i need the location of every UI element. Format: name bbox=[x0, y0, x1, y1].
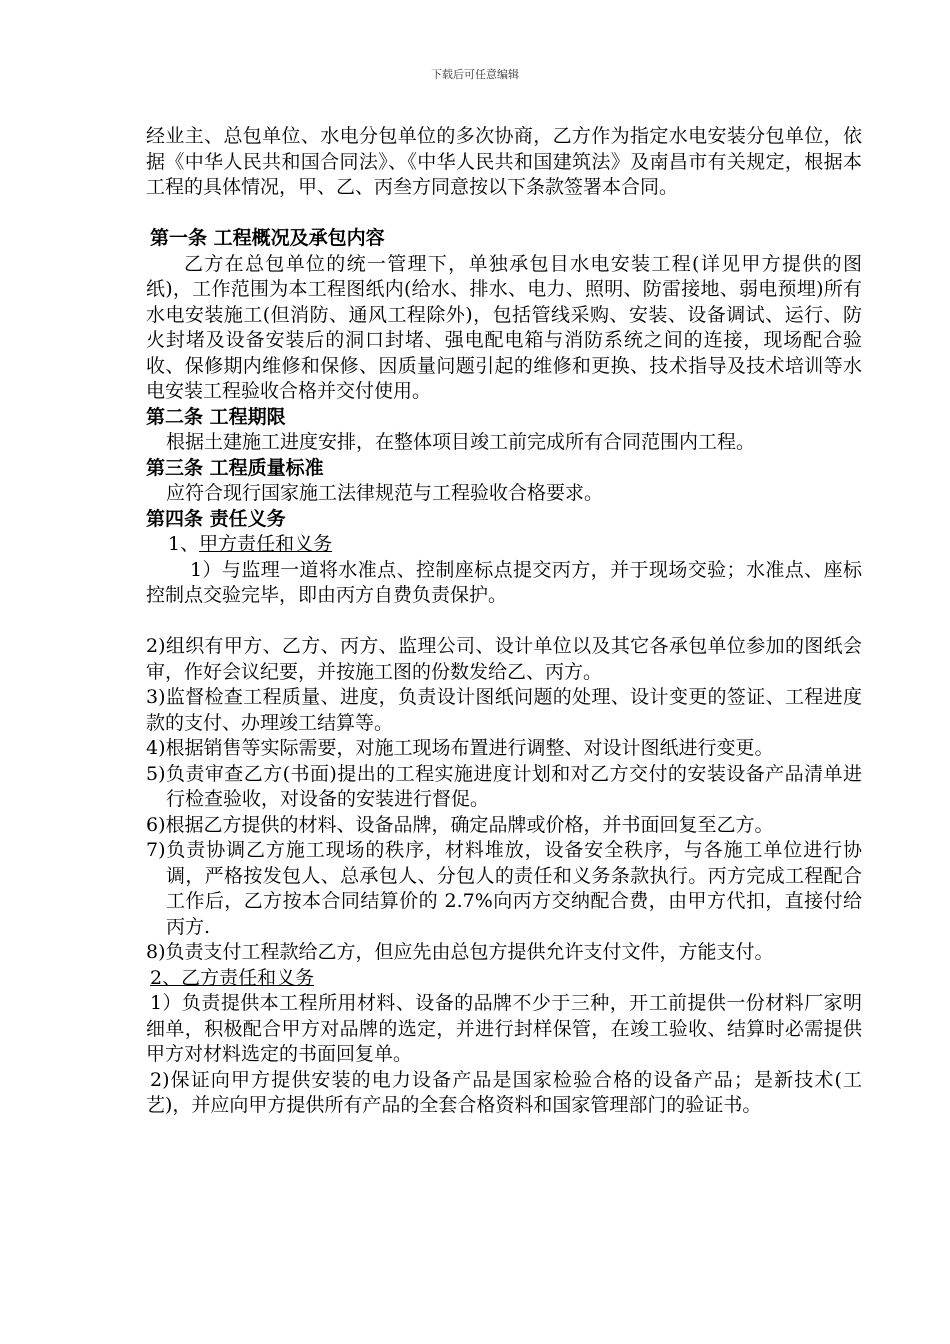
article-3-text: 应符合现行国家施工法律规范与工程验收合格要求。 bbox=[166, 482, 604, 504]
article-1-text: 乙方在总包单位的统一管理下，单独承包目水电安装工程(详见甲方提供的图纸)，工作范围为本工程图纸内(给水、排水、电力、照明、防雷接地、弱电预埋)所有水电安装施工(但消防、通风工程除外)，包括管线采购、安装、设备调试、运行、防火封堵及设备安装后的洞口封堵、强电配电箱与消防系统之间的连接，现场配合验收、保修期内维修和保修、因质量问题引起的维修和更换、技术指导及技术培训等水电安装工程验收合格并交付使用。 bbox=[146, 252, 862, 402]
article-4-title: 第四条 责任义务 bbox=[146, 507, 286, 530]
article-3-title: 第三条 工程质量标准 bbox=[146, 456, 324, 479]
party-a-item-1: 1）与监理一道将水准点、控制座标点提交丙方，并于现场交验；水准点、座标控制点交验完毕，即由丙方自费负责保护。 bbox=[146, 558, 862, 606]
party-a-item-5: 5)负责审查乙方(书面)提出的工程实施进度计划和对乙方交付的安装设备产品清单进行检查验收，对设备的安装进行督促。 bbox=[146, 762, 862, 810]
party-a-item-3: 3)监督检查工程质量、进度，负责设计图纸问题的处理、设计变更的签证、工程进度款的支付、办理竣工结算等。 bbox=[146, 686, 862, 734]
party-a-heading bbox=[146, 532, 862, 558]
article-1-title: 第一条 工程概况及承包内容 bbox=[150, 227, 385, 249]
party-b-item-2: 2)保证向甲方提供安装的电力设备产品是国家检验合格的设备产品；是新技术(工艺)，并应向甲方提供所有产品的全套合格资料和国家管理部门的验证书。 bbox=[146, 1068, 862, 1116]
party-b-item-1: 1）负责提供本工程所用材料、设备的品牌不少于三种，开工前提供一份材料厂家明细单，积极配合甲方对品牌的选定，并进行封样保管，在竣工验收、结算时必需提供甲方对材料选定的书面回复单。 bbox=[146, 992, 862, 1065]
party-a-number: 1、 bbox=[168, 533, 200, 555]
article-2-title: 第二条 工程期限 bbox=[146, 405, 286, 428]
page-header: 下载后可任意编辑 bbox=[431, 68, 519, 81]
party-b-heading: 2、乙方责任和义务 bbox=[150, 966, 315, 989]
party-a-item-4: 4)根据销售等实际需要，对施工现场布置进行调整、对设计图纸进行变更。 bbox=[146, 737, 774, 759]
contract-body bbox=[146, 124, 862, 1119]
party-a-item-7: 7)负责协调乙方施工现场的秩序，材料堆放，设备安全秩序，与各施工单位进行协调，严格按发包人、总承包人、分包人的责任和义务条款执行。丙方完成工程配合工作后，乙方按本合同结算价的 2.7%向丙方交纳配合费，由甲方代扣，直接付给丙方. bbox=[146, 839, 862, 938]
intro-paragraph: 经业主、总包单位、水电分包单位的多次协商，乙方作为指定水电安装分包单位，依据《中华人民共和国合同法》、《中华人民共和国建筑法》及南昌市有关规定，根据本工程的具体情况，甲、乙、丙叁方同意按以下条款签署本合同。 bbox=[146, 125, 862, 198]
party-a-item-8: 8)负责支付工程款给乙方，但应先由总包方提供允许支付文件，方能支付。 bbox=[146, 941, 774, 963]
party-a-label: 甲方责任和义务 bbox=[199, 533, 333, 555]
party-a-item-6: 6)根据乙方提供的材料、设备品牌，确定品牌或价格，并书面回复至乙方。 bbox=[146, 813, 774, 836]
article-2-text: 根据土建施工进度安排，在整体项目竣工前完成所有合同范围内工程。 bbox=[166, 431, 756, 453]
party-a-item-2: 2)组织有甲方、乙方、丙方、监理公司、设计单位以及其它各承包单位参加的图纸会审，作好会议纪要，并按施工图的份数发给乙、丙方。 bbox=[146, 635, 862, 683]
